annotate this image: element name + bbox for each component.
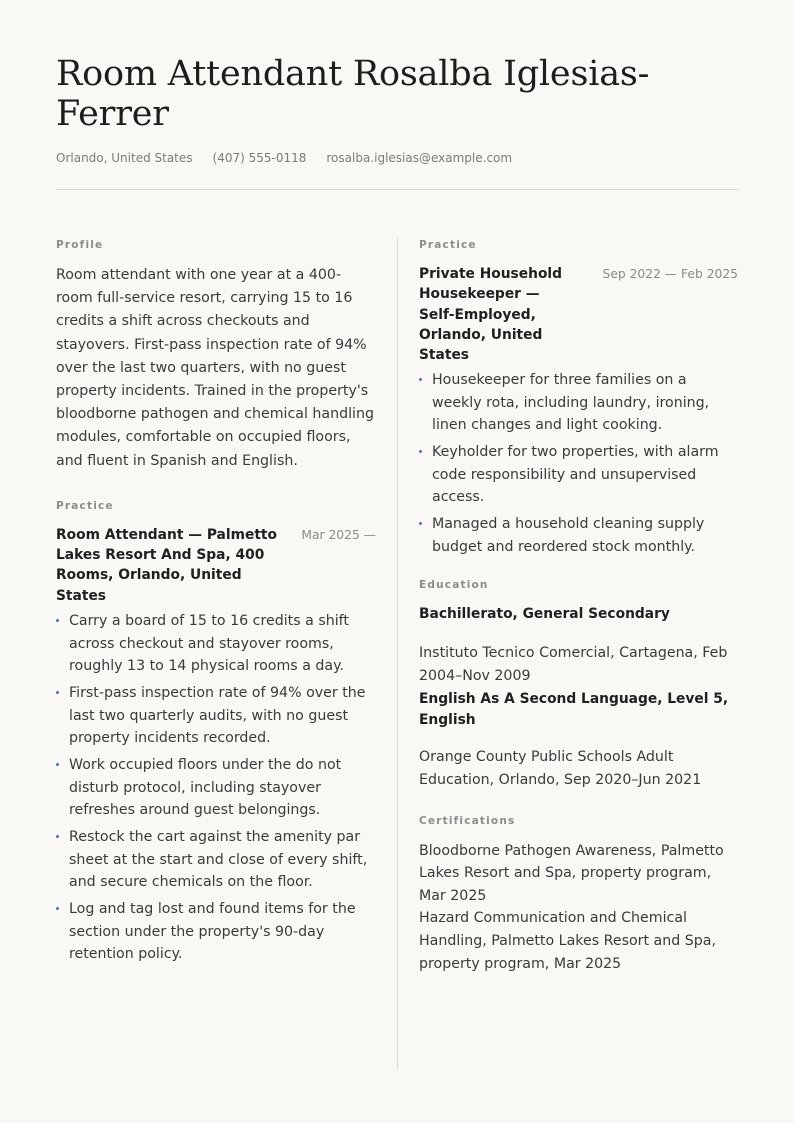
bullet-dot-icon xyxy=(56,835,59,838)
list-item xyxy=(56,898,376,966)
phone-text: (407) 555-0118 xyxy=(212,151,307,165)
section-title: Education xyxy=(419,579,489,592)
education-entry xyxy=(419,689,738,791)
degree-title: Bachillerato, General Secondary xyxy=(419,606,670,623)
practice-section-left xyxy=(56,499,376,966)
left-column xyxy=(56,238,376,970)
section-title: Practice xyxy=(419,239,477,251)
bullet-dot-icon xyxy=(56,907,59,910)
degree-detail: Instituto Tecnico Comercial, Cartagena, Feb 2004–Nov 2009 xyxy=(419,644,728,684)
practice-section-right xyxy=(419,238,738,558)
bullet-text: Carry a board of 15 to 16 credits a shift across checkout and stayover rooms, roughly 13 to 14 physical rooms a day. xyxy=(69,613,349,675)
bullet-text: Work occupied floors under the do not disturb protocol, including stayover refreshes around guest belongings. xyxy=(69,757,342,819)
job-bullets xyxy=(419,369,738,558)
resume-page xyxy=(56,0,738,1123)
bullet-dot-icon xyxy=(56,763,59,766)
right-column xyxy=(419,238,738,975)
profile-section xyxy=(56,238,376,473)
bullet-text: Managed a household cleaning supply budget and reordered stock monthly. xyxy=(432,516,705,555)
degree-detail: Orange County Public Schools Adult Education, Orlando, Sep 2020–Jun 2021 xyxy=(419,748,702,788)
section-title: Certifications xyxy=(419,814,516,827)
list-item xyxy=(419,369,738,437)
job-title: Private Household Housekeeper — Self-Employed, Orlando, United States xyxy=(419,266,563,364)
certifications-section xyxy=(419,814,738,976)
header-divider xyxy=(56,189,738,190)
list-item xyxy=(56,754,376,822)
location-text: Orlando, United States xyxy=(56,151,193,165)
bullet-text: Housekeeper for three families on a weekly rota, including laundry, ironing, linen changes and light cooking. xyxy=(432,372,710,434)
job-title: Room Attendant — Palmetto Lakes Resort And Spa, 400 Rooms, Orlando, United States xyxy=(56,526,277,604)
job-dates: Sep 2022 — Feb 2025 xyxy=(602,267,738,281)
job-header xyxy=(419,264,738,365)
job-bullets xyxy=(56,610,376,966)
section-title: Practice xyxy=(56,499,114,512)
list-item xyxy=(419,441,738,509)
bullet-text: First-pass inspection rate of 94% over the last two quarterly audits, with no guest property incidents recorded. xyxy=(69,685,366,747)
list-item xyxy=(56,682,376,750)
candidate-name: Room Attendant Rosalba Iglesias-Ferrer xyxy=(56,54,650,134)
degree-title: English As A Second Language, Level 5, English xyxy=(419,691,729,728)
column-divider xyxy=(397,238,398,1070)
bullet-dot-icon xyxy=(56,619,59,622)
job-header xyxy=(56,525,376,606)
certification-item: Bloodborne Pathogen Awareness, Palmetto Lakes Resort and Spa, property program, Mar 2025 xyxy=(419,842,724,904)
bullet-dot-icon xyxy=(419,378,422,381)
section-title: Profile xyxy=(56,239,104,251)
education-entry xyxy=(419,604,738,687)
certification-item: Hazard Communication and Chemical Handling, Palmetto Lakes Resort and Spa, property program, Mar 2025 xyxy=(419,910,716,972)
bullet-text: Keyholder for two properties, with alarm code responsibility and unsupervised access. xyxy=(432,444,719,506)
job-dates: Mar 2025 — xyxy=(301,527,376,542)
list-item xyxy=(56,826,376,894)
bullet-text: Log and tag lost and found items for the section under the property's 90-day retention policy. xyxy=(69,901,356,963)
contact-line xyxy=(56,150,512,166)
email-text: rosalba.iglesias@example.com xyxy=(326,151,513,165)
profile-text: Room attendant with one year at a 400-room full-service resort, carrying 15 to 16 credits a shift across checkouts and stayovers. First-pass inspection rate of 94% over the last two quarters, with no guest property incidents. Trained in the property's bloodborne pathogen and chemical handling modules, comfortable on occupied floors, and fluent in Spanish and English. xyxy=(56,267,374,469)
education-section xyxy=(419,578,738,791)
bullet-dot-icon xyxy=(56,691,59,694)
bullet-dot-icon xyxy=(419,522,422,525)
bullet-dot-icon xyxy=(419,450,422,453)
bullet-text: Restock the cart against the amenity par sheet at the start and close of every shift, and secure chemicals on the floor. xyxy=(69,829,368,891)
list-item xyxy=(419,513,738,558)
list-item xyxy=(56,610,376,678)
